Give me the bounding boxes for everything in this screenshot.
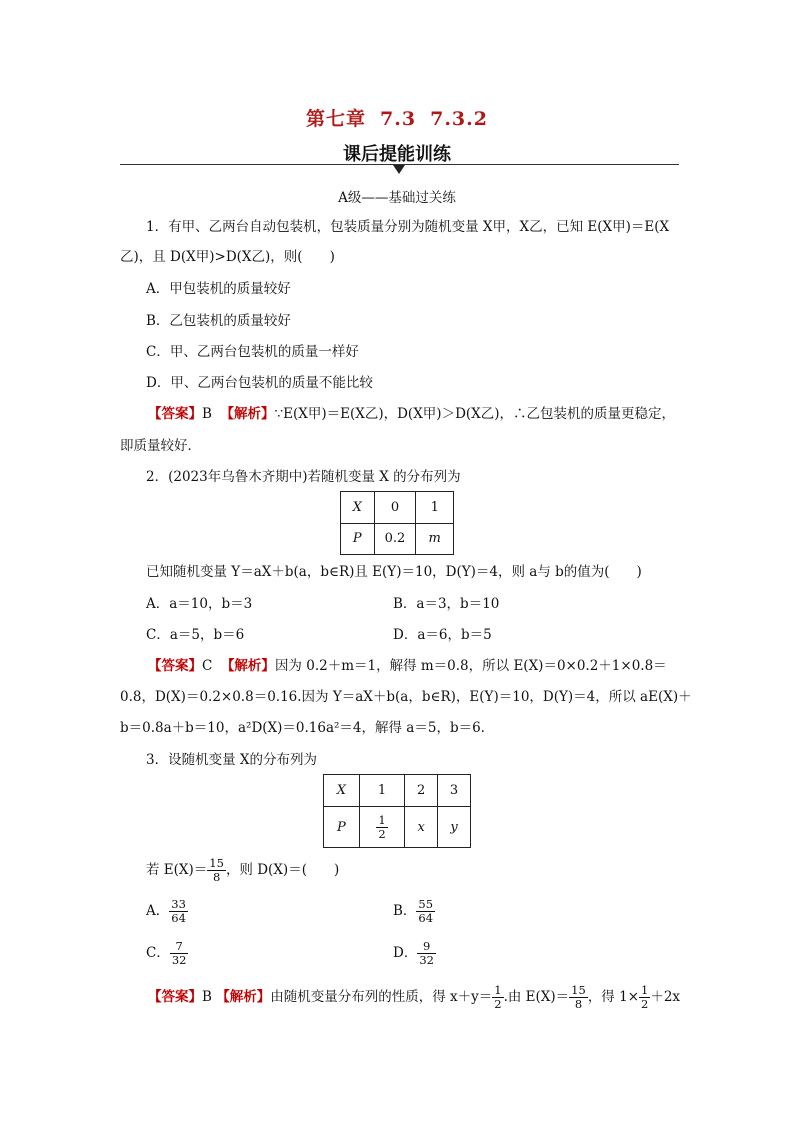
q2-option-b: B．a＝3，b＝10 [393, 596, 500, 612]
fraction: $\frac{1}{2}$ [494, 983, 502, 1011]
q3-option-d: D． $\frac{9}{32}$ [393, 939, 434, 967]
subsection-number: 7.3.2 [430, 108, 488, 130]
table-cell: y [438, 807, 471, 848]
answer-label: 【答案】 [148, 658, 202, 674]
table-cell: P [324, 807, 360, 848]
table-row [324, 775, 471, 807]
table-cell [359, 807, 404, 848]
q2-answer-line1 [148, 657, 667, 675]
q2-analysis-line1: 因为 0.2＋m＝1，解得 m＝0.8，所以 E(X)＝0×0.2＋1×0.8＝ [274, 658, 667, 674]
fraction: $\frac{1}{2}$ [641, 983, 649, 1011]
q3-option-a: A． $\frac{33}{64}$ [146, 897, 186, 925]
table-row [341, 523, 454, 555]
table-cell: 0 [374, 492, 416, 524]
table-cell: x [405, 807, 438, 848]
table-cell: 1 [416, 492, 454, 524]
q1-answer-line1 [148, 405, 675, 423]
page-subtitle: 课后提能训练 [343, 144, 451, 165]
chapter-label: 第七章 [306, 108, 367, 130]
table-cell: X [341, 492, 375, 524]
q3-option-b: B． $\frac{55}{64}$ [393, 897, 434, 925]
q2-stem: 2．(2023年乌鲁木齐期中)若随机变量 X 的分布列为 [146, 469, 461, 485]
q1-stem-line2: 乙)，且 D(X甲)>D(X乙)，则( ) [120, 249, 335, 265]
fraction: $\frac{7}{32}$ [171, 939, 187, 967]
q2-option-a: A．a＝10，b＝3 [146, 596, 253, 612]
table-cell: P [341, 523, 375, 555]
q2-stem-after: 已知随机变量 Y＝aX＋b(a，b∈R)且 E(Y)＝10，D(Y)＝4，则 a与 b的值为( ) [146, 564, 642, 580]
answer-label: 【答案】 [148, 989, 202, 1005]
q2-analysis-line3: b＝0.8a＋b＝10，a²D(X)＝0.16a²＝4，解得 a＝5，b＝6. [120, 720, 485, 736]
q3-answer-line1: 【答案】B 【解析】由随机变量分布列的性质，得 x＋y＝ $\frac{1}{2}$ .由 E(X)＝ $\frac{15}{8}$ ，得 1× $\frac{1}{2}$ ＋2x [148, 983, 681, 1011]
table-row [341, 492, 454, 524]
fraction: $\frac{15}{8}$ [571, 983, 586, 1011]
fraction: $\frac{9}{32}$ [419, 939, 434, 967]
q1-analysis-line1: ∵E(X甲)＝E(X乙)，D(X甲)＞D(X乙)，∴乙包装机的质量更稳定， [274, 406, 676, 422]
table-cell: 1 [359, 775, 404, 807]
q2-distribution-table [340, 491, 454, 555]
q3-option-c: C． $\frac{7}{32}$ [146, 939, 187, 967]
fraction: $\frac{33}{64}$ [171, 897, 186, 925]
q3-distribution-table [323, 774, 471, 848]
analysis-label: 【解析】 [220, 406, 275, 422]
q2-option-d: D．a＝6，b＝5 [393, 627, 492, 643]
q1-option-d: D．甲、乙两台包装机的质量不能比较 [146, 375, 373, 391]
header-arrow-marker [393, 165, 405, 174]
fraction: $\frac{1}{2}$ [378, 812, 386, 841]
answer-label: 【答案】 [148, 406, 202, 422]
q1-option-c: C．甲、乙两台包装机的质量一样好 [146, 344, 359, 360]
q1-option-a: A．甲包装机的质量较好 [146, 281, 291, 297]
level-heading: A级——基础过关练 [338, 190, 456, 206]
analysis-label: 【解析】 [220, 658, 275, 674]
q3-stem: 3．设随机变量 X的分布列为 [146, 752, 317, 768]
q1-option-b: B．乙包装机的质量较好 [146, 313, 291, 329]
table-cell: X [324, 775, 360, 807]
table-cell: 0.2 [374, 523, 416, 555]
table-cell: m [416, 523, 454, 555]
section-number: 7.3 [380, 108, 417, 130]
analysis-label: 【解析】 [216, 989, 271, 1005]
q3-answer: B [202, 989, 212, 1005]
chapter-title [0, 104, 794, 131]
table-cell: 3 [438, 775, 471, 807]
table-cell: 2 [405, 775, 438, 807]
q3-condition: 若 E(X)＝ $\frac{15}{8}$ ，则 D(X)＝( ) [146, 856, 340, 884]
q2-answer: C [202, 658, 213, 674]
q1-stem-line1: 1．有甲、乙两台自动包装机，包装质量分别为随机变量 X甲，X乙，已知 E(X甲)＝E(X [146, 219, 670, 235]
q1-answer: B [202, 406, 212, 422]
fraction: $\frac{55}{64}$ [418, 897, 434, 925]
table-row [324, 807, 471, 848]
q1-analysis-line2: 即质量较好． [120, 438, 201, 454]
q2-option-c: C．a＝5，b＝6 [146, 627, 245, 643]
q2-analysis-line2: 0.8，D(X)＝0.2×0.8＝0.16.因为 Y＝aX＋b(a，b∈R)，E(Y)＝10，D(Y)＝4，所以 aE(X)＋ [120, 689, 692, 705]
fraction: $\frac{15}{8}$ [209, 856, 224, 884]
